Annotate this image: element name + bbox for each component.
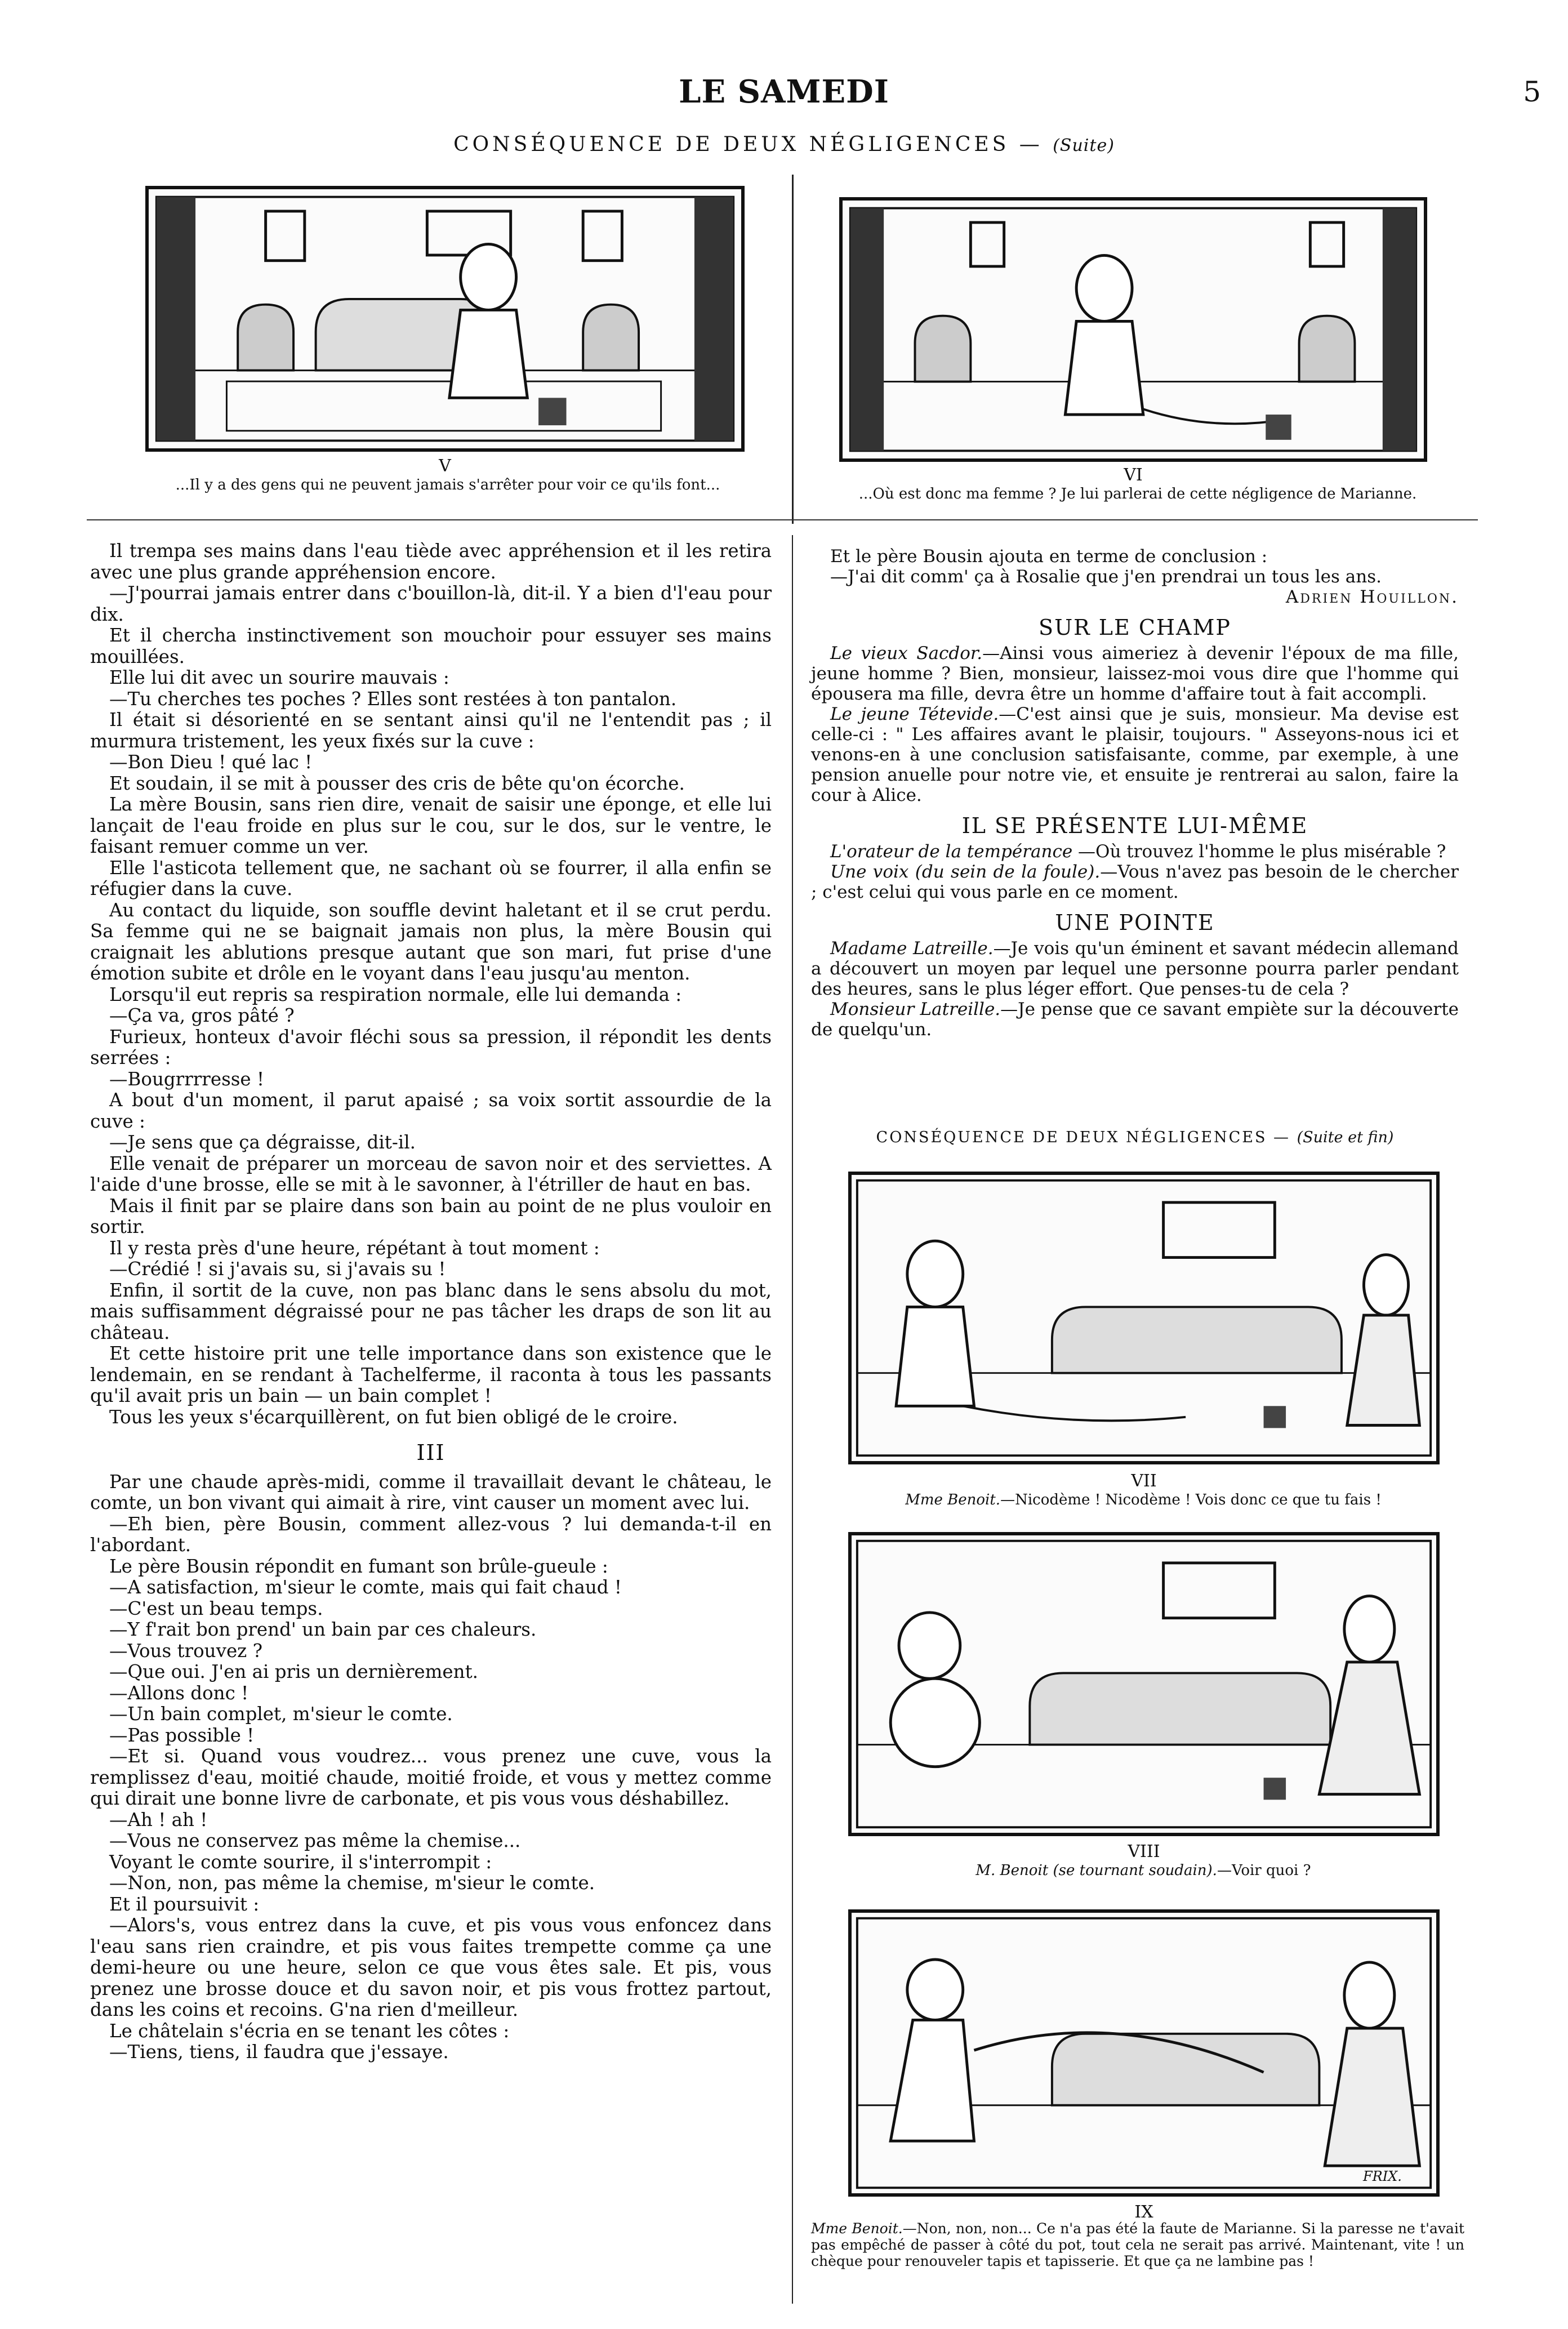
comic-series-title [0, 133, 1568, 156]
story-paragraph: Tous les yeux s'écarquillèrent, on fut bien obligé de le croire. [109, 1406, 678, 1428]
speaker: Madame Latreille. [830, 938, 994, 959]
story-paragraph: —Pas possible ! [109, 1724, 255, 1746]
panel-caption-vi: ...Où est donc ma femme ? Je lui parlerai de cette négligence de Marianne. [858, 486, 1417, 502]
story-paragraph: —Alors's, vous entrez dans la cuve, et pis vous vous enfoncez dans l'eau sans rien craindre, et pis vous faites trempette comme ça une demi-heure ou une heure, selon ce que vous êtes sale. Et pis, vous prenez une brosse douce et du savon noir, et pis vous frottez partout, dans les coins et recoins. G'na rien d'meilleur. [90, 1914, 772, 2020]
dialogue-text: —Je pense que ce savant empiète sur la découverte de quelqu'un. [811, 999, 1459, 1040]
speaker: M. Benoit (se tournant soudain). [975, 1862, 1217, 1879]
caption-text: —Voir quoi ? [1217, 1862, 1311, 1879]
story-paragraph: A bout d'un moment, il parut apaisé ; sa voix sortit assourdie de la cuve : [90, 1089, 772, 1132]
caption-text: —Non, non, non... Ce n'a pas été la faute de Marianne. Si la paresse ne t'avait pas empêché de passer à côté du pot, tout cela ne serait pas arrivé. Maintenant, vite ! un chèque pour renouveler tapis et tapisserie. Et que ça ne lambine pas ! [811, 2220, 1464, 2269]
column-divider [792, 535, 793, 2304]
story-paragraph: Enfin, il sortit de la cuve, non pas blanc dans le sens absolu du mot, mais suffisamment dégraissé pour ne pas tâcher les draps de son lit au château. [90, 1279, 772, 1343]
comic-illustration-room [852, 1913, 1436, 2193]
story-paragraph: Lorsqu'il eut repris sa respiration normale, elle lui demanda : [109, 983, 682, 1005]
story-paragraph: —Que oui. J'en ai pris un dernièrement. [109, 1661, 478, 1682]
story-paragraph: Elle venait de préparer un morceau de savon noir et des serviettes. A l'aide d'une brosse, elle se mit à le savonner, à l'étriller de haut en bas. [90, 1152, 772, 1195]
speaker: Le jeune Tétevide. [830, 704, 999, 724]
story-paragraph: Le père Bousin répondit en fumant son brûle-gueule : [109, 1555, 608, 1577]
story-paragraph: La mère Bousin, sans rien dire, venait de saisir une éponge, et elle lui lançait de l'eau froide en plus sur le cou, sur le dos, sur le ventre, le faisant remuer comme un ver. [90, 794, 772, 857]
story-paragraph: Furieux, honteux d'avoir fléchi sous sa pression, il répondit les dents serrées : [90, 1026, 772, 1068]
section-heading: IL SE PRÉSENTE LUI-MÊME [961, 813, 1308, 838]
column-divider-top [792, 175, 794, 524]
series-title-text: CONSÉQUENCE DE DEUX NÉGLIGENCES — [453, 133, 1043, 156]
speaker: Le vieux Sacdor. [830, 643, 983, 663]
section-heading: UNE POINTE [1055, 910, 1215, 935]
story-paragraph: Il y resta près d'une heure, répétant à tout moment : [109, 1237, 600, 1259]
story-paragraph: —J'ai dit comm' ça à Rosalie que j'en prendrai un tous les ans. [830, 567, 1382, 587]
dialogue-text: —Je vois qu'un éminent et savant médecin allemand a découvert un moyen par lequel une personne pourra parler pendant des heures, sans le plus léger effort. Que penses-tu de cela ? [811, 938, 1459, 999]
story-paragraph: —J'pourrai jamais entrer dans c'bouillon-là, dit-il. Y a bien d'l'eau pour dix. [90, 582, 772, 625]
story-paragraph: —Vous ne conservez pas même la chemise... [109, 1830, 521, 1851]
story-paragraph: Et il poursuivit : [109, 1893, 260, 1915]
panel-caption-viii [811, 1862, 1476, 1879]
panel-number-vii: VII [1131, 1471, 1157, 1491]
story-paragraph: —Allons donc ! [109, 1682, 249, 1704]
comic-panel-vi [839, 197, 1427, 462]
story-paragraph: —A satisfaction, m'sieur le comte, mais qui fait chaud ! [109, 1577, 622, 1598]
story-paragraph: Elle lui dit avec un sourire mauvais : [109, 667, 449, 688]
comic-series-title-right [811, 1129, 1459, 1146]
series-title-suffix: (Suite) [1053, 136, 1115, 155]
story-paragraph: —Vous trouvez ? [109, 1640, 263, 1662]
author-signature: Adrien Houillon. [1285, 587, 1459, 607]
story-paragraph: Et cette histoire prit une telle importance dans son existence que le lendemain, en se rendant à Tachelferme, il raconta à tous les passants qu'il avait pris un bain — un bain complet ! [90, 1343, 772, 1406]
story-paragraph: Au contact du liquide, son souffle devint haletant et il se crut perdu. Sa femme qui ne se baignait jamais non plus, la mère Bousin qui craignait les ablutions presque autant que son mari, fut prise d'une émotion subite et drôle en le voyant dans l'eau jusqu'au menton. [90, 899, 772, 984]
dialogue-paragraph [811, 999, 1459, 1040]
panel-caption-ix [811, 2220, 1464, 2269]
story-paragraph: Mais il finit par se plaire dans son bain au point de ne plus vouloir en sortir. [90, 1195, 772, 1237]
comic-panel-ix [848, 1909, 1440, 2197]
story-paragraph: —Y f'rait bon prend' un bain par ces chaleurs. [109, 1619, 537, 1640]
story-paragraph: Par une chaude après-midi, comme il travaillait devant le château, le comte, un bon vivant qui aimait à rire, vint causer un moment avec lui. [90, 1471, 772, 1513]
panel-number-ix: IX [1134, 2202, 1153, 2222]
dialogue-text: —Ainsi vous aimeriez à devenir l'époux de ma fille, jeune homme ? Bien, monsieur, laissez-moi vous dire que l'homme qui épousera ma fille, devra être un homme d'affaire tout à fait accompli. [811, 643, 1459, 704]
story-paragraph: —Tu cherches tes poches ? Elles sont restées à ton pantalon. [109, 688, 677, 710]
story-paragraph: Et le père Bousin ajouta en terme de conclusion : [830, 546, 1268, 567]
comic-illustration-room [843, 201, 1424, 458]
top-panels-rule [87, 519, 1478, 520]
story-paragraph: —Non, non, pas même la chemise, m'sieur le comte. [109, 1872, 595, 1894]
story-left-column [90, 541, 772, 2063]
story-paragraph: —Ça va, gros pâté ? [109, 1005, 295, 1026]
story-right-column [811, 546, 1459, 1040]
story-paragraph: —Crédié ! si j'avais su, si j'avais su ! [109, 1258, 446, 1280]
story-paragraph: —Un bain complet, m'sieur le comte. [109, 1703, 453, 1725]
speaker: Monsieur Latreille. [830, 999, 1001, 1019]
story-paragraph: Le châtelain s'écria en se tenant les côtes : [109, 2020, 510, 2042]
story-paragraph: Et soudain, il se mit à pousser des cris de bête qu'on écorche. [109, 772, 685, 794]
comic-illustration-room [852, 1175, 1436, 1461]
dialogue-text: —Vous n'avez pas besoin de le chercher ; c'est celui qui vous parle en ce moment. [811, 862, 1459, 902]
story-paragraph: Voyant le comte sourire, il s'interrompit : [109, 1851, 492, 1873]
newspaper-title: LE SAMEDI [679, 73, 889, 110]
comic-panel-viii [848, 1532, 1440, 1836]
story-paragraph: —C'est un beau temps. [109, 1597, 323, 1619]
panel-caption-vii [811, 1491, 1476, 1508]
comic-panel-v [145, 186, 745, 452]
story-paragraph: —Tiens, tiens, il faudra que j'essaye. [109, 2041, 449, 2063]
story-paragraph: —Bougrrrresse ! [109, 1068, 265, 1090]
speaker: L'orateur de la tempérance [830, 841, 1073, 862]
story-paragraph: Et il chercha instinctivement son mouchoir pour essuyer ses mains mouillées. [90, 625, 772, 667]
comic-panel-vii [848, 1172, 1440, 1464]
dialogue-paragraph [811, 704, 1459, 805]
caption-text: —Nicodème ! Nicodème ! Vois donc ce que tu fais ! [1000, 1491, 1382, 1508]
dialogue-paragraph [811, 938, 1459, 999]
dialogue-text: —Où trouvez l'homme le plus misérable ? [1078, 841, 1446, 862]
story-paragraph: Il était si désorienté en se sentant ainsi qu'il ne l'entendit pas ; il murmura tristement, les yeux fixés sur la cuve : [90, 709, 772, 752]
series-title-text: CONSÉQUENCE DE DEUX NÉGLIGENCES — [876, 1129, 1291, 1146]
panel-caption-v: ...Il y a des gens qui ne peuvent jamais s'arrêter pour voir ce qu'ils font... [175, 477, 720, 493]
story-paragraph: —Eh bien, père Bousin, comment allez-vous ? lui demanda-t-il en l'abordant. [90, 1513, 772, 1556]
story-paragraph: —Je sens que ça dégraisse, dit-il. [109, 1132, 416, 1153]
panel-number-v: V [439, 456, 451, 476]
panel-number-vi: VI [1124, 465, 1143, 485]
series-title-suffix: (Suite et fin) [1297, 1129, 1394, 1146]
story-paragraph: Elle l'asticota tellement que, ne sachant où se fourrer, il alla enfin se réfugier dans la cuve. [90, 857, 772, 899]
comic-illustration-room [852, 1535, 1436, 1833]
speaker: Mme Benoit. [905, 1491, 1001, 1508]
story-paragraph: —Ah ! ah ! [109, 1809, 208, 1831]
section-heading: SUR LE CHAMP [1039, 615, 1231, 640]
story-paragraph: —Et si. Quand vous voudrez... vous prenez une cuve, vous la remplissez d'eau, moitié chaude, moitié froide, et vous y mettez comme qui dirait une bonne livre de carbonate, et pis vous vous déshabillez. [90, 1745, 772, 1809]
story-paragraph: —Bon Dieu ! qué lac ! [109, 751, 313, 773]
page-number: 5 [1523, 75, 1541, 108]
story-paragraph: Il trempa ses mains dans l'eau tiède avec appréhension et il les retira avec une plus grande appréhension encore. [90, 540, 772, 583]
dialogue-paragraph [811, 643, 1459, 704]
dialogue-text: —C'est ainsi que je suis, monsieur. Ma devise est celle-ci : " Les affaires avant le plaisir, toujours. " Asseyons-nous ici et venons-en à une conclusion satisfaisante, comme, par exemple, à une pension anuelle pour notre vie, et ensuite je rentrerai au salon, faire la cour à Alice. [811, 704, 1459, 805]
dialogue-paragraph [811, 841, 1459, 862]
speaker: Une voix (du sein de la foule). [830, 862, 1101, 882]
speaker: Mme Benoit. [811, 2220, 903, 2237]
comic-illustration-room [149, 189, 741, 448]
section-heading-iii: III [416, 1440, 446, 1465]
panel-number-viii: VIII [1128, 1842, 1160, 1862]
artist-signature: FRIX. [1363, 2168, 1402, 2184]
dialogue-paragraph [811, 862, 1459, 902]
